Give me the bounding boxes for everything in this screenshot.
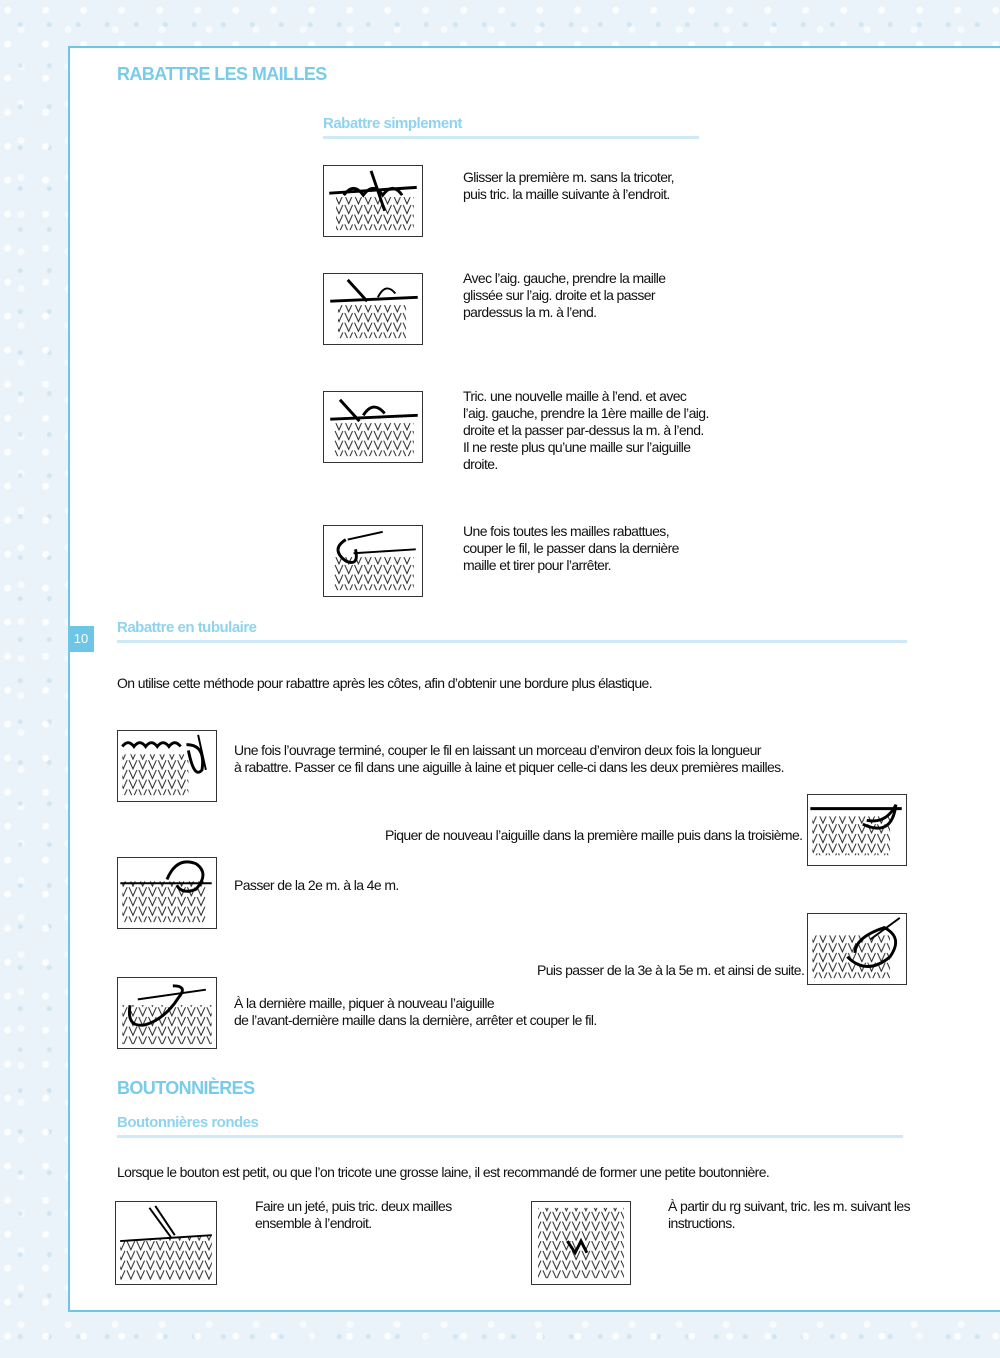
step-text: Piquer de nouveau l’aiguille dans la première maille puis dans la troisième. <box>385 827 803 843</box>
knitting-illustration-step3 <box>323 391 423 463</box>
step-text: Passer de la 2e m. à la 4e m. <box>234 877 399 893</box>
step-text: Glisser la première m. sans la tricoter, puis tric. la maille suivante à l’endroit. <box>463 169 674 202</box>
subsection-title-boutonnieres-rondes: Boutonnières rondes <box>117 1114 259 1131</box>
step-text: Puis passer de la 3e à la 5e m. et ainsi de suite. <box>537 962 805 978</box>
section-title-rabattre: RABATTRE LES MAILLES <box>117 64 327 84</box>
page-number: 10 <box>68 626 94 652</box>
step-text: À partir du rg suivant, tric. les m. suivant les instructions. <box>668 1198 910 1231</box>
section-title-boutonnieres: BOUTONNIÈRES <box>117 1078 255 1098</box>
tubular-illustration-5 <box>117 977 217 1049</box>
step-text: Une fois toutes les mailles rabattues, couper le fil, le passer dans la dernière maille et tirer pour l’arrêter. <box>463 523 679 573</box>
intro-text: On utilise cette méthode pour rabattre après les côtes, afin d’obtenir une bordure plus élastique. <box>117 675 652 691</box>
buttonhole-illustration-2 <box>531 1201 631 1285</box>
subsection-rule <box>323 136 699 139</box>
tubular-illustration-2 <box>807 794 907 866</box>
subsection-title-rabattre-simplement: Rabattre simplement <box>323 115 462 132</box>
step-text: À la dernière maille, piquer à nouveau l’aiguille de l’avant-dernière maille dans la dernière, arrêter et couper le fil. <box>234 995 597 1028</box>
step-text: Faire un jeté, puis tric. deux mailles ensemble à l’endroit. <box>255 1198 452 1231</box>
tubular-illustration-3 <box>117 857 217 929</box>
knitting-illustration-step1 <box>323 165 423 237</box>
step-text: Une fois l’ouvrage terminé, couper le fil en laissant un morceau d’environ deux fois la longueur à rabattre. Passer ce fil dans une aiguille à laine et piquer celle-ci dans les deux premières mailles. <box>234 742 784 775</box>
subsection-rule <box>117 1135 903 1138</box>
step-text: Tric. une nouvelle maille à l’end. et avec l’aig. gauche, prendre la 1ère maille de l’aig. droite et la passer par-dessus la m. à l’end. Il ne reste plus qu’une maille sur l’aiguille droite. <box>463 388 709 472</box>
tubular-illustration-4 <box>807 913 907 985</box>
step-text: Avec l’aig. gauche, prendre la maille glissée sur l’aig. droite et la passer pardessus la m. à l’end. <box>463 270 666 320</box>
subsection-title-rabattre-tubulaire: Rabattre en tubulaire <box>117 619 257 636</box>
knitting-illustration-step2 <box>323 273 423 345</box>
buttonhole-illustration-1 <box>115 1201 217 1285</box>
intro-text: Lorsque le bouton est petit, ou que l’on tricote une grosse laine, il est recommandé de former une petite boutonnière. <box>117 1164 770 1180</box>
tubular-illustration-1 <box>117 730 217 802</box>
subsection-rule <box>117 640 907 643</box>
knitting-illustration-step4 <box>323 525 423 597</box>
